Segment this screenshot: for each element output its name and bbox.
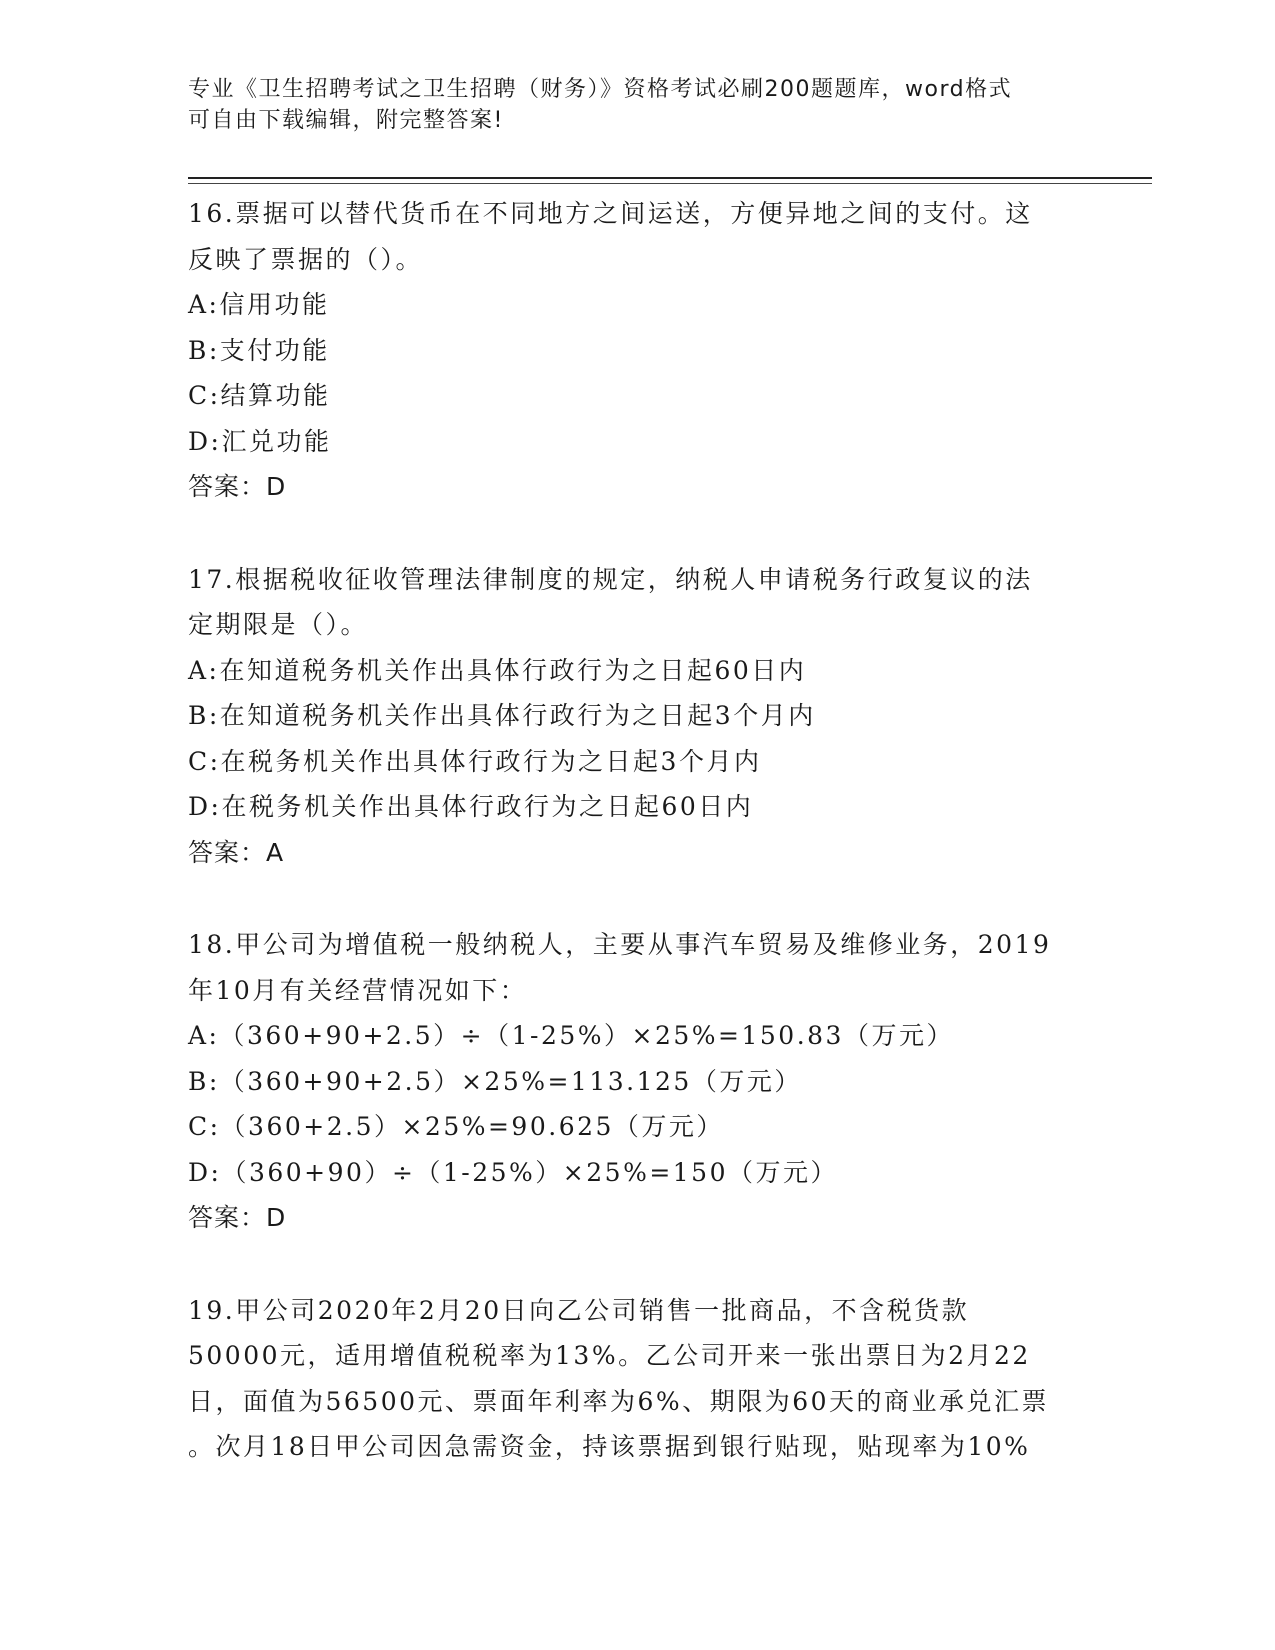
option-d: D:（360+90）÷（1-25%）×25%=150（万元） [188, 1157, 838, 1187]
question-stem: 16.票据可以替代货币在不同地方之间运送，方便异地之间的支付。这 [188, 199, 1033, 228]
option-d: D:汇兑功能 [188, 426, 332, 456]
answer-line: 答案：A [188, 837, 285, 867]
question-stem: 日，面值为56500元、票面年利率为6%、期限为60天的商业承兑汇票 [188, 1386, 1050, 1416]
header-line-2: 可自由下载编辑，附完整答案! [188, 108, 504, 133]
option-b: B:在知道税务机关作出具体行政行为之日起3个月内 [188, 701, 816, 730]
question-list [188, 191, 1088, 1470]
spacer [188, 510, 1088, 557]
spacer [188, 875, 1088, 922]
option-b: B:（360+90+2.5）×25%=113.125（万元） [188, 1066, 802, 1096]
answer-line: 答案：D [188, 1203, 287, 1232]
question-stem: 50000元，适用增值税税率为13%。乙公司开来一张出票日为2月22 [188, 1341, 1031, 1370]
option-b: B:支付功能 [188, 335, 330, 365]
document-header [188, 74, 1088, 136]
question-stem: 年10月有关经营情况如下： [188, 975, 528, 1005]
header-divider-thin [188, 183, 1152, 184]
spacer [188, 1241, 1088, 1288]
header-divider-thick [188, 177, 1152, 179]
question-stem: 18.甲公司为增值税一般纳税人，主要从事汽车贸易及维修业务，2019 [188, 930, 1052, 959]
question-16 [188, 191, 1088, 510]
header-line-1: 专业《卫生招聘考试之卫生招聘（财务）》资格考试必刷200题题库，word格式 [188, 77, 1013, 102]
question-stem: 反映了票据的（）。 [188, 244, 424, 274]
question-stem: 17.根据税收征收管理法律制度的规定，纳税人申请税务行政复议的法 [188, 564, 1033, 594]
question-19 [188, 1288, 1088, 1470]
question-stem: 19.甲公司2020年2月20日向乙公司销售一批商品，不含税货款 [188, 1295, 970, 1325]
option-c: C:结算功能 [188, 381, 331, 410]
question-stem: 定期限是（）。 [188, 610, 369, 639]
question-17 [188, 557, 1088, 876]
question-18 [188, 922, 1088, 1241]
option-a: A:（360+90+2.5）÷（1-25%）×25%=150.83（万元） [188, 1021, 954, 1050]
option-c: C:在税务机关作出具体行政行为之日起3个月内 [188, 746, 762, 776]
option-a: A:信用功能 [188, 290, 330, 319]
answer-line: 答案：D [188, 472, 287, 501]
option-a: A:在知道税务机关作出具体行政行为之日起60日内 [188, 655, 807, 685]
question-stem: 。次月18日甲公司因急需资金，持该票据到银行贴现，贴现率为10% [188, 1432, 1031, 1461]
option-c: C:（360+2.5）×25%=90.625（万元） [188, 1112, 724, 1141]
option-d: D:在税务机关作出具体行政行为之日起60日内 [188, 792, 754, 821]
